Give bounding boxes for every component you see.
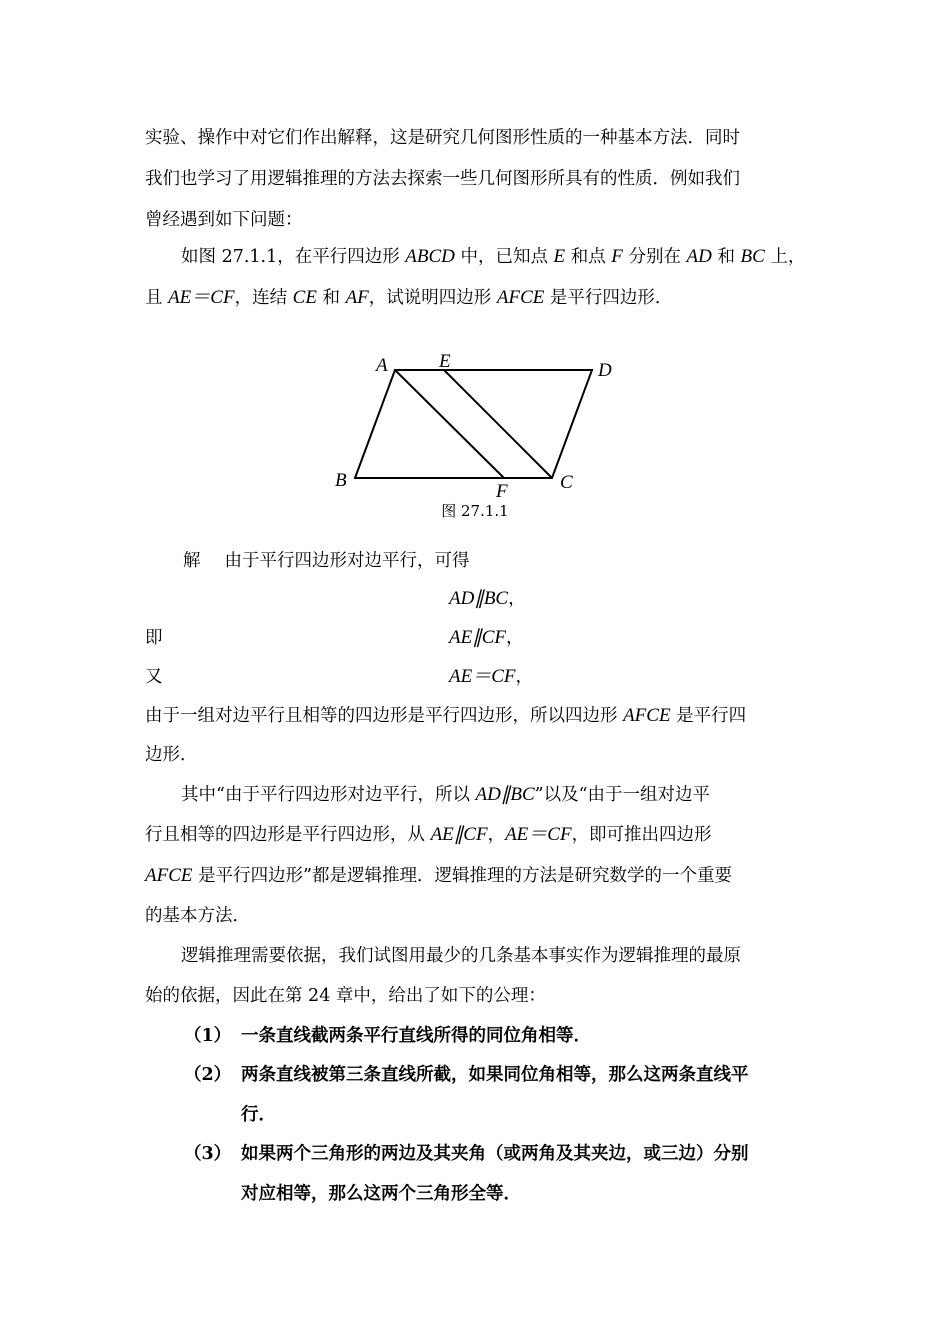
conclusion-line-2: 边形． (145, 745, 198, 765)
axiom-3-text-line-2: 对应相等，那么这两个三角形全等． (241, 1184, 521, 1204)
para2-line-4: 的基本方法． (145, 906, 250, 926)
parallelogram-abcd (355, 370, 592, 478)
label-a: A (376, 355, 388, 376)
label-you: 又 (145, 667, 163, 687)
axiom-2-number: （2） (184, 1065, 232, 1085)
segment-ec (444, 370, 552, 478)
axiom-3-number: （3） (184, 1144, 232, 1164)
intro-line-2: 我们也学习了用逻辑推理的方法去探索一些几何图形所具有的性质．例如我们 (145, 169, 740, 189)
axiom-2-text-line-1: 两条直线被第三条直线所截，如果同位角相等，那么这两条直线平 (241, 1065, 749, 1085)
equation-ad-parallel-bc: AD∥BC， (449, 588, 526, 609)
para3-line-1: 逻辑推理需要依据，我们试图用最少的几条基本事实作为逻辑推理的最原 (181, 946, 741, 966)
para2-line-1: 其中“由于平行四边形对边平行，所以 AD∥BC”以及“由于一组对边平 (181, 784, 711, 805)
para2-line-3: AFCE 是平行四边形”都是逻辑推理．逻辑推理的方法是研究数学的一个重要 (145, 865, 733, 886)
solution-head: 解 由于平行四边形对边平行，可得 (183, 551, 470, 571)
para2-line-2: 行且相等的四边形是平行四边形，从 AE∥CF，AE＝CF，即可推出四边形 (145, 824, 712, 845)
parallelogram-figure (320, 345, 640, 505)
label-b: B (335, 470, 347, 491)
label-f: F (496, 481, 508, 502)
para3-line-2: 始的依据，因此在第 24 章中，给出了如下的公理： (145, 986, 546, 1006)
conclusion-line-1: 由于一组对边平行且相等的四边形是平行四边形，所以四边形 AFCE 是平行四 (145, 705, 747, 726)
figure-caption: 图 27.1.1 (441, 502, 509, 520)
label-e: E (439, 351, 451, 372)
parallelogram-diagram (320, 345, 640, 505)
equation-ae-parallel-cf: AE∥CF， (449, 627, 524, 648)
problem-line-1: 如图 27.1.1，在平行四边形 ABCD 中，已知点 E 和点 F 分别在 AD 和 BC 上， (181, 246, 806, 267)
label-d: D (598, 360, 612, 381)
problem-line-2: 且 AE＝CF，连结 CE 和 AF，试说明四边形 AFCE 是平行四边形． (145, 287, 673, 308)
label-ji: 即 (145, 628, 163, 648)
axiom-1-number: （1） (184, 1026, 232, 1046)
segment-af (395, 370, 504, 478)
intro-line-1: 实验、操作中对它们作出解释，这是研究几何图形性质的一种基本方法．同时 (145, 128, 740, 148)
axiom-2-text-line-2: 行． (241, 1105, 276, 1125)
axiom-1-text: 一条直线截两条平行直线所得的同位角相等． (241, 1026, 591, 1046)
label-c: C (560, 472, 573, 493)
axiom-3-text-line-1: 如果两个三角形的两边及其夹角（或两角及其夹边，或三边）分别 (241, 1144, 749, 1164)
equation-ae-equals-cf: AE＝CF， (449, 666, 533, 687)
intro-line-3: 曾经遇到如下问题： (145, 210, 303, 230)
